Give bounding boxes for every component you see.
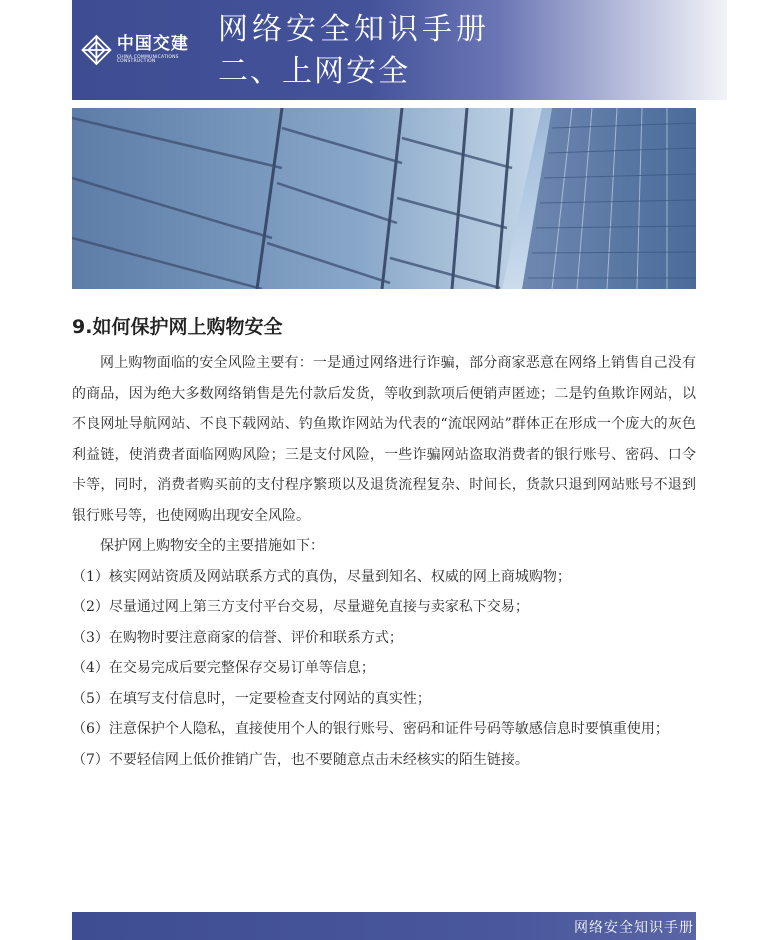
risk-paragraph: 网上购物面临的安全风险主要有：一是通过网络进行诈骗，部分商家恶意在网络上销售自己没有的商品，因为绝大多数网络销售是先付款后发货，等收到款项后便销声匿迹；二是钓鱼欺诈网站，以不良网址导航网站、不良下载网站、钓鱼欺诈网站为代表的“流氓网站”群体正在形成一个庞大的灰色利益链，使消费者面临网购风险；三是支付风险，一些诈骗网站盗取消费者的银行账号、密码、口令卡等，同时，消费者购买前的支付程序繁琐以及退货流程复杂、时间长，货款只退到网站账号不退到银行账号等，也使网购出现安全风险。 <box>72 355 696 524</box>
logo-name-en: CHINA COMMUNICATIONS CONSTRUCTION <box>116 54 179 64</box>
building-illustration <box>72 108 696 289</box>
measure-item: （1）核实网站资质及网站联系方式的真伪，尽量到知名、权威的网上商城购物； <box>72 568 571 585</box>
company-logo <box>80 30 210 70</box>
logo-emblem-icon <box>80 32 113 68</box>
measures-intro: 保护网上购物安全的主要措施如下： <box>100 538 324 554</box>
section-heading: 9.如何保护网上购物安全 <box>72 316 283 338</box>
logo-text <box>116 33 210 65</box>
measure-item: （6）注意保护个人隐私，直接使用个人的银行账号、密码和证件号码等敏感信息时要慎重使用； <box>72 721 669 737</box>
logo-name-cn: 中国交建 <box>116 33 189 54</box>
footer-title: 网络安全知识手册 <box>574 920 694 936</box>
measure-item: （7）不要轻信网上低价推销广告，也不要随意点击未经核实的陌生链接。 <box>72 751 529 768</box>
page-title: 网络安全知识手册 <box>218 12 490 47</box>
page-subtitle: 二、上网安全 <box>218 54 410 89</box>
glass-building-photo <box>72 108 696 289</box>
measure-item: （3）在购物时要注意商家的信誉、评价和联系方式； <box>72 629 403 646</box>
footer-band <box>72 912 696 940</box>
measure-item: （5）在填写支付信息时，一定要检查支付网站的真实性； <box>72 690 431 707</box>
measure-item: （4）在交易完成后要完整保存交易订单等信息； <box>72 660 375 676</box>
measure-item: （2）尽量通过网上第三方支付平台交易，尽量避免直接与卖家私下交易； <box>72 599 529 615</box>
article-body <box>72 348 696 775</box>
